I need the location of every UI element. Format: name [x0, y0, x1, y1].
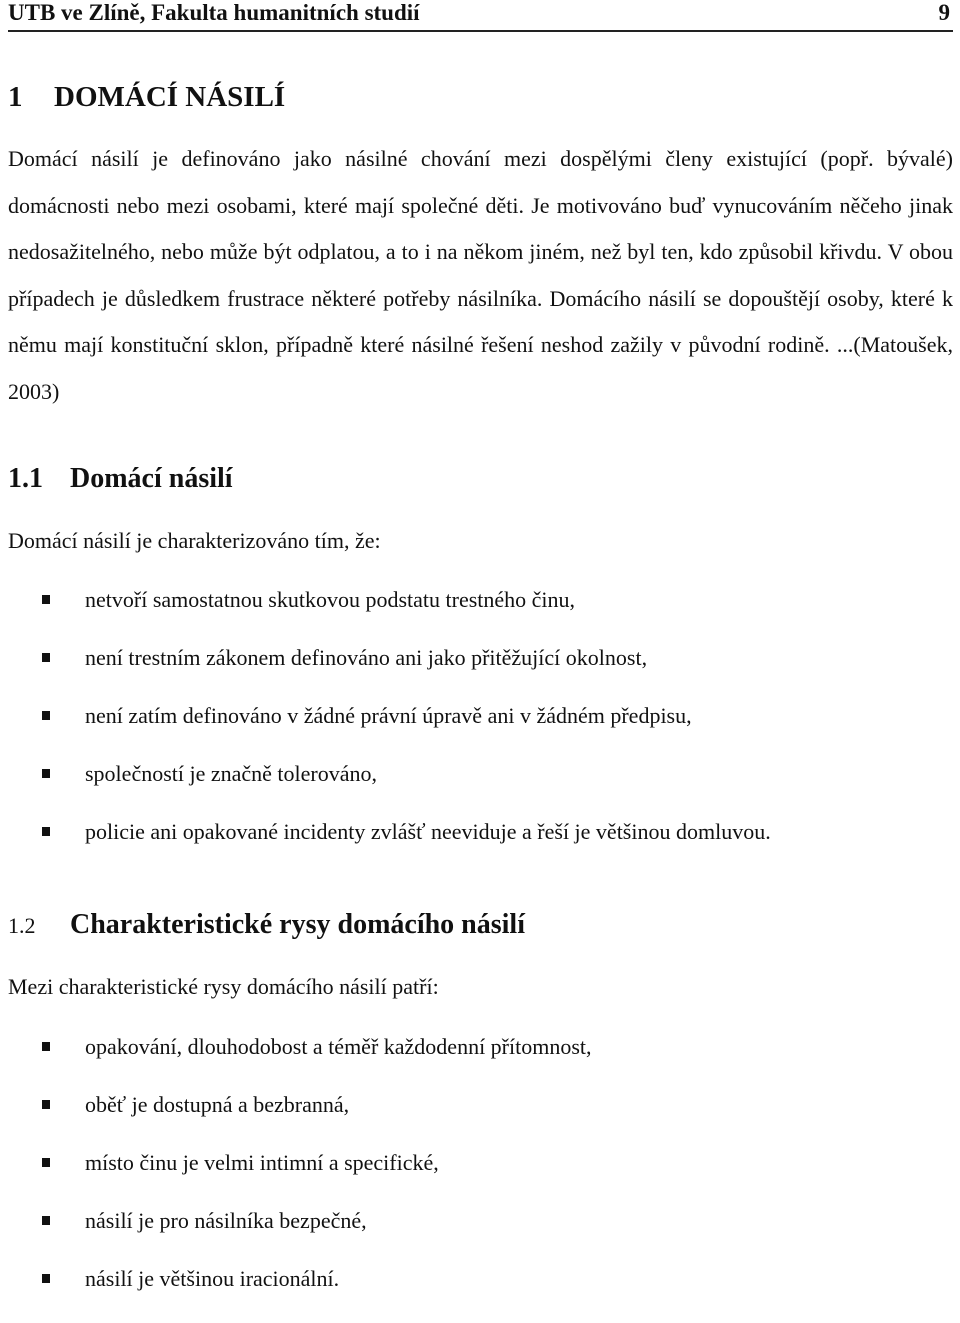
bullet-list-1: [8, 586, 953, 876]
square-bullet-icon: [42, 769, 50, 778]
list-item-text: násilí je většinou iracionální.: [85, 1266, 340, 1291]
list-item: [8, 1091, 953, 1149]
list-item-text: není trestním zákonem definováno ani jako přitěžující okolnost,: [85, 645, 648, 670]
list-item: [8, 1033, 953, 1091]
section-heading-1-1: [8, 462, 233, 496]
square-bullet-icon: [42, 1158, 50, 1167]
list-item: [8, 586, 953, 644]
list-item: [8, 1207, 953, 1265]
list-item: [8, 760, 953, 818]
section-number: 1.2: [8, 913, 36, 938]
list-item: [8, 644, 953, 702]
chapter-number: 1: [8, 81, 23, 113]
bullet-list-2: [8, 1033, 953, 1323]
list-item: [8, 1265, 953, 1323]
section-heading-1-2: [8, 908, 525, 943]
section-lead: Domácí násilí je charakterizováno tím, že:: [8, 528, 381, 553]
square-bullet-icon: [42, 1216, 50, 1225]
square-bullet-icon: [42, 595, 50, 604]
list-item-text: oběť je dostupná a bezbranná,: [85, 1092, 350, 1117]
list-item: [8, 1149, 953, 1207]
page-header: [8, 0, 953, 32]
list-item-text: není zatím definováno v žádné právní úpravě ani v žádném předpisu,: [85, 703, 692, 728]
square-bullet-icon: [42, 1042, 50, 1051]
section-title: Domácí násilí: [70, 463, 233, 494]
list-item-text: netvoří samostatnou skutkovou podstatu trestného činu,: [85, 587, 576, 612]
list-item-text: policie ani opakované incidenty zvlášť neeviduje a řeší je většinou domluvou.: [85, 819, 771, 844]
section-number: 1.1: [8, 463, 43, 494]
list-item-text: místo činu je velmi intimní a specifické,: [85, 1150, 439, 1175]
section-title: Charakteristické rysy domácího násilí: [70, 909, 525, 940]
chapter-paragraph: Domácí násilí je definováno jako násilné chování mezi dospělými členy existující (popř. bývalé) domácnosti nebo mezi osobami, které mají společné děti. Je motivováno buď vynucováním něčeho jinak nedosažitelného, nebo může být odplatou, a to i na někom jiném, než byl ten, kdo způsobil křivdu. V obou případech je důsledkem frustrace některé potřeby násilníka. Domácího násilí se dopouštějí osoby, které k němu mají konstituční sklon, případně které násilné řešení neshod zažily v původní rodině. ...(Matoušek, 2003): [8, 146, 953, 404]
square-bullet-icon: [42, 1100, 50, 1109]
list-item-text: násilí je pro násilníka bezpečné,: [85, 1208, 367, 1233]
header-title: UTB ve Zlíně, Fakulta humanitních studií: [8, 0, 420, 25]
square-bullet-icon: [42, 711, 50, 720]
list-item-text: opakování, dlouhodobost a téměř každodenní přítomnost,: [85, 1034, 592, 1059]
square-bullet-icon: [42, 1274, 50, 1283]
list-item: [8, 818, 953, 876]
chapter-title: DOMÁCÍ NÁSILÍ: [54, 81, 286, 113]
section-lead: Mezi charakteristické rysy domácího násilí patří:: [8, 974, 439, 999]
page-number: 9: [938, 0, 950, 25]
list-item-text: společností je značně tolerováno,: [85, 761, 378, 786]
square-bullet-icon: [42, 653, 50, 662]
list-item: [8, 702, 953, 760]
chapter-heading: [8, 80, 285, 114]
square-bullet-icon: [42, 827, 50, 836]
document-page: [8, 0, 953, 1299]
